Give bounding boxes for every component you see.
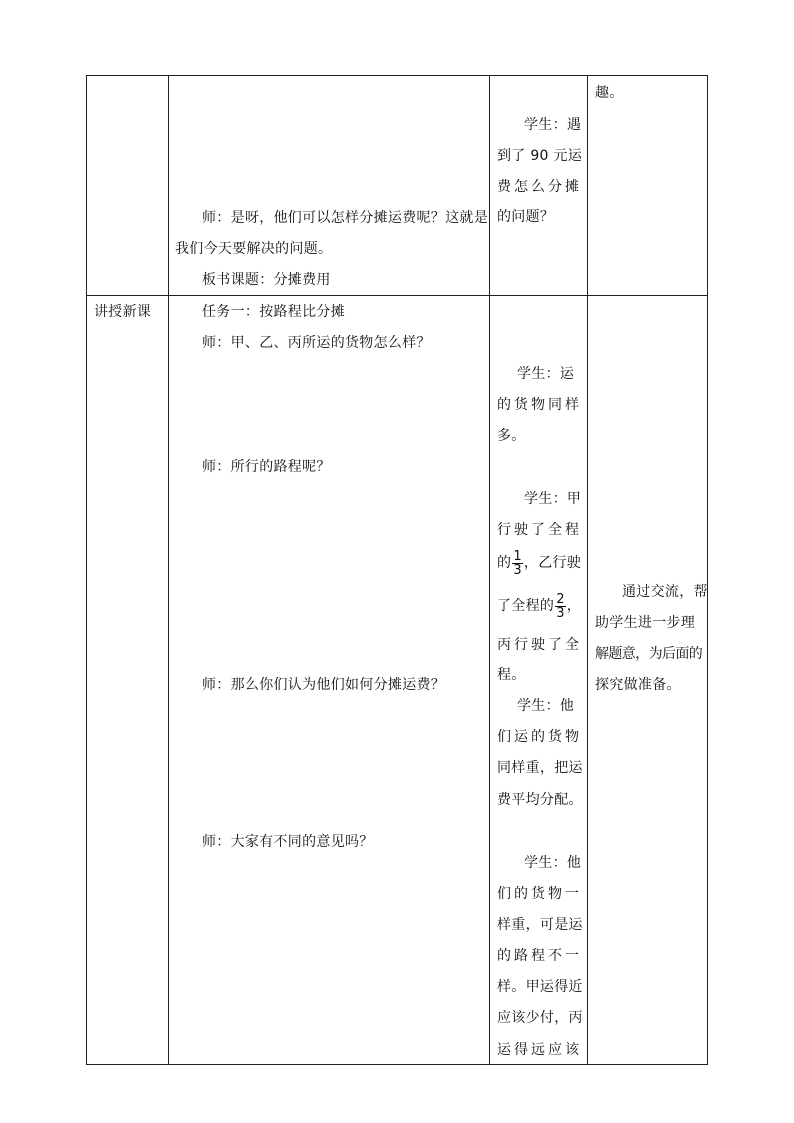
purpose-line: 通过交流，帮 <box>622 584 708 600</box>
table-border-right <box>707 75 708 1065</box>
student-line: 费平均分配。 <box>497 792 583 808</box>
table-border-bottom <box>86 1064 708 1065</box>
student-line: 的问题？ <box>497 209 555 225</box>
student-line: 行驶了全程 <box>497 522 582 538</box>
student-text: 的 <box>497 555 512 571</box>
student-line: 的货物同样 <box>497 397 582 413</box>
student-line: 费怎么分摊 <box>497 179 582 195</box>
table-divider-col2 <box>489 75 490 1065</box>
student-line: 学生：甲 <box>524 491 582 507</box>
fraction-one-third <box>512 550 523 577</box>
table-border-left <box>86 75 87 1065</box>
teacher-question: 师：所行的路程呢？ <box>202 459 331 475</box>
board-title-line: 板书课题：分摊费用 <box>202 272 331 288</box>
student-line: 应该少付，丙 <box>497 1010 583 1026</box>
teacher-line: 师：是呀，他们可以怎样分摊运费呢？这就是 <box>202 210 488 226</box>
fraction-denominator: 3 <box>556 605 565 621</box>
student-line: 们的货物一 <box>497 886 582 902</box>
student-text: 了全程的 <box>497 598 555 614</box>
task-heading: 任务一：按路程比分摊 <box>202 304 345 320</box>
student-line-with-fraction <box>497 592 581 620</box>
student-line: 运得远应该 <box>497 1042 582 1058</box>
table-divider-col1 <box>168 75 169 1065</box>
teacher-question: 师：大家有不同的意见吗？ <box>202 834 374 850</box>
student-line: 学生：他 <box>524 855 582 871</box>
student-line: 样。甲运得近 <box>497 979 583 995</box>
table-row-divider <box>86 295 708 296</box>
fraction-numerator: 2 <box>556 591 565 607</box>
purpose-line: 解题意，为后面的 <box>595 646 703 662</box>
student-line: 多。 <box>497 428 526 444</box>
purpose-line: 探究做准备。 <box>595 677 681 693</box>
table-divider-col3 <box>587 75 588 1065</box>
student-line: 学生：他 <box>517 698 575 714</box>
student-line: 同样重，把运 <box>497 760 583 776</box>
purpose-line: 助学生进一步理 <box>595 615 696 631</box>
student-line: 的路程不一 <box>497 948 582 964</box>
student-line-with-fraction <box>497 549 581 577</box>
fraction-denominator: 3 <box>513 562 522 578</box>
student-line: 到了 90 元运 <box>497 148 583 164</box>
fraction-two-thirds <box>555 593 566 620</box>
student-line: 学生：遇 <box>524 117 582 133</box>
student-line: 样重，可是运 <box>497 917 583 933</box>
teacher-line: 我们今天要解决的问题。 <box>175 241 333 257</box>
student-line: 们运的货物 <box>497 729 582 745</box>
table-border-top <box>86 75 708 76</box>
teacher-question: 师：那么你们认为他们如何分摊运费？ <box>202 677 446 693</box>
teacher-question: 师：甲、乙、丙所运的货物怎么样？ <box>202 335 431 351</box>
student-text: ， <box>566 598 582 614</box>
stage-label: 讲授新课 <box>94 304 152 320</box>
student-line: 学生：运 <box>517 366 575 382</box>
student-line: 丙行驶了全 <box>497 637 582 653</box>
student-line: 程。 <box>497 667 526 683</box>
fraction-numerator: 1 <box>513 548 522 564</box>
purpose-continuation: 趣。 <box>595 85 624 101</box>
student-text: ，乙行驶 <box>523 555 582 571</box>
